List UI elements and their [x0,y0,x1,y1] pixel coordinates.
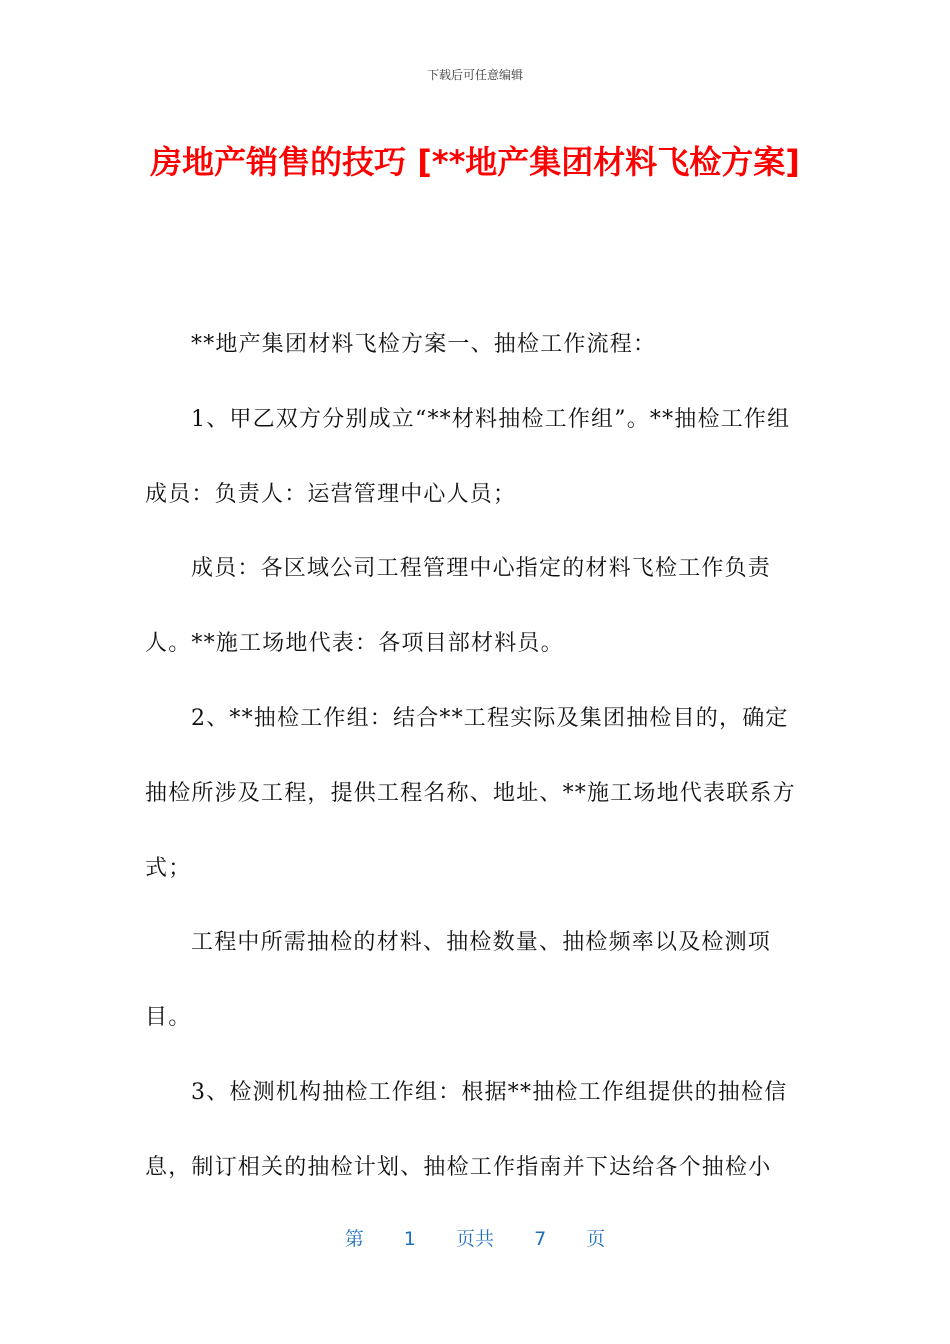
document-title: 房地产销售的技巧 [**地产集团材料飞检方案] [150,143,800,181]
footer-middle: 页共 [455,1228,494,1250]
paragraph: 工程中所需抽检的材料、抽检数量、抽检频率以及检测项目。 [145,930,772,1031]
paragraph: 1、甲乙双方分别成立“**材料抽检工作组”。**抽检工作组成员：负责人：运营管理中心人员； [145,406,791,507]
paragraph: 成员：各区域公司工程管理中心指定的材料飞检工作负责人。**施工场地代表：各项目部材料员。 [145,556,772,657]
paragraph: 2、**抽检工作组：结合**工程实际及集团抽检目的，确定抽检所涉及工程，提供工程名称、地址、**施工场地代表联系方式； [145,705,796,881]
footer-prefix: 第 [344,1228,364,1250]
page-footer [0,1226,950,1252]
paragraph: 3、检测机构抽检工作组：根据**抽检工作组提供的抽检信息，制订相关的抽检计划、抽检工作指南并下达给各个抽检小 [145,1079,788,1180]
footer-current-page: 1 [403,1228,416,1250]
document-body [145,308,805,1206]
footer-total-pages: 7 [534,1228,547,1250]
header-note: 下载后可任意编辑 [426,68,523,82]
paragraph: **地产集团材料飞检方案一、抽检工作流程： [191,332,657,357]
footer-suffix: 页 [586,1228,606,1250]
